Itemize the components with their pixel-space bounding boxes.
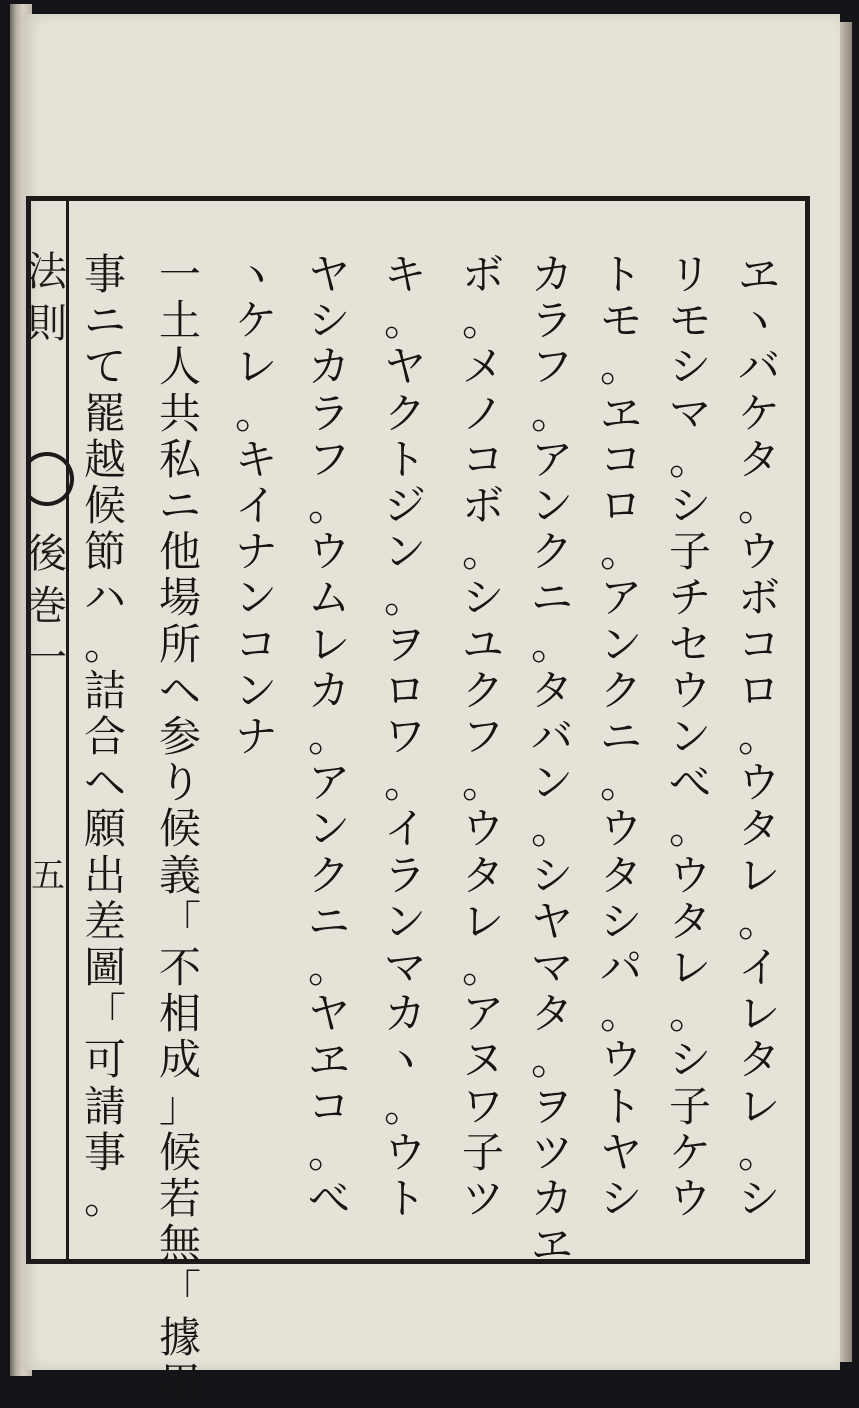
text-character: 人 — [158, 342, 201, 392]
text-character: 節 — [83, 527, 126, 577]
text-character: 場 — [158, 573, 201, 623]
text-character: レ — [668, 943, 711, 993]
text-character: ン — [668, 712, 711, 762]
text-character: 共 — [158, 388, 201, 438]
text-character: ン — [530, 758, 573, 808]
text-character: 圖 — [83, 943, 126, 993]
text-column — [529, 252, 575, 1268]
text-column — [306, 252, 352, 1222]
text-character: 。 — [530, 619, 573, 669]
text-column — [736, 252, 782, 1222]
text-character: レ — [737, 1081, 780, 1131]
text-character: パ — [599, 943, 642, 993]
text-character: 差 — [83, 896, 126, 946]
text-character: 義 — [158, 850, 201, 900]
text-character: ト — [383, 1174, 426, 1224]
text-character: シ — [668, 1035, 711, 1085]
text-character: 不 — [158, 943, 201, 993]
text-character: 。 — [668, 804, 711, 854]
text-character: シ — [530, 850, 573, 900]
text-character: 。 — [530, 388, 573, 438]
text-character: 参 — [158, 712, 201, 762]
page-number: 五 — [31, 856, 65, 896]
text-character: フ — [307, 434, 350, 484]
text-character: 子 — [461, 1127, 504, 1177]
text-column — [157, 252, 203, 1407]
text-character: ク — [383, 388, 426, 438]
text-character: フ — [461, 712, 504, 762]
text-character: ウ — [737, 758, 780, 808]
text-character: ヤ — [307, 989, 350, 1039]
text-character: ヽ — [234, 250, 277, 299]
text-character: 無 — [158, 1220, 201, 1270]
text-character: シ — [307, 296, 350, 346]
text-column — [233, 252, 279, 760]
text-character: 候 — [158, 804, 201, 854]
text-character: 。 — [307, 712, 350, 762]
text-character: ン — [383, 896, 426, 946]
text-character: ヱ — [599, 388, 642, 438]
text-character: 候 — [83, 481, 126, 531]
text-character: ヤ — [530, 896, 573, 946]
text-character: ニ — [158, 481, 201, 531]
text-character: ノ — [461, 388, 504, 438]
text-character: ヤ — [307, 250, 350, 299]
text-character: 一 — [158, 250, 201, 299]
text-character: セ — [668, 619, 711, 669]
text-character: ヱ — [737, 250, 780, 299]
text-character: ウ — [668, 665, 711, 715]
text-character: ウ — [307, 527, 350, 577]
text-character: シ — [461, 573, 504, 623]
text-character: ウ — [383, 1127, 426, 1177]
text-character: ケ — [668, 1127, 711, 1177]
text-character: 。 — [383, 758, 426, 808]
text-character: ロ — [383, 665, 426, 715]
text-character: タ — [530, 989, 573, 1039]
text-character: 他 — [158, 527, 201, 577]
text-character: 罷 — [83, 388, 126, 438]
text-character: ン — [307, 804, 350, 854]
text-character: ヽ — [383, 1035, 426, 1085]
text-character: マ — [383, 943, 426, 993]
text-character: カ — [530, 1174, 573, 1224]
text-character: ト — [599, 250, 642, 299]
text-character: 所 — [158, 619, 201, 669]
text-character: 用 — [158, 1358, 201, 1408]
text-character: ロ — [599, 481, 642, 531]
text-character: 。 — [530, 804, 573, 854]
text-character: ヱ — [307, 1035, 350, 1085]
text-column — [82, 252, 128, 1222]
text-column — [598, 252, 644, 1222]
text-character: ン — [599, 619, 642, 669]
text-character: 。 — [737, 481, 780, 531]
text-character: ン — [234, 573, 277, 623]
text-column — [460, 252, 506, 1222]
text-character: ヱ — [530, 1220, 573, 1270]
text-character: 「 — [158, 1266, 201, 1316]
text-character: 據 — [158, 1312, 201, 1362]
text-character: り — [158, 758, 201, 808]
text-character: シ — [599, 1174, 642, 1224]
text-character: ツ — [461, 1174, 504, 1224]
text-character: 。 — [461, 943, 504, 993]
text-character: コ — [599, 434, 642, 484]
text-character: 。 — [599, 527, 642, 577]
text-character: 。 — [461, 296, 504, 346]
text-character: ボ — [737, 573, 780, 623]
text-character: コ — [737, 619, 780, 669]
text-character: コ — [234, 619, 277, 669]
text-character: 可 — [83, 1035, 126, 1085]
text-character: 。 — [307, 943, 350, 993]
text-character: コ — [461, 434, 504, 484]
text-character: タ — [530, 665, 573, 715]
text-character: ジ — [383, 481, 426, 531]
text-character: べ — [668, 758, 711, 808]
text-character: ワ — [383, 712, 426, 762]
text-character: タ — [599, 850, 642, 900]
text-character: タ — [737, 804, 780, 854]
text-character: ク — [530, 527, 573, 577]
text-character: ン — [530, 481, 573, 531]
text-character: キ — [234, 434, 277, 484]
text-character: 。 — [307, 481, 350, 531]
gutter-divider-line — [66, 196, 69, 1264]
text-character: マ — [668, 388, 711, 438]
text-character: 。 — [83, 619, 126, 669]
text-character: 。 — [737, 1127, 780, 1177]
text-character: ナ — [234, 712, 277, 762]
text-character: イ — [234, 481, 277, 531]
title-character: 法 — [27, 249, 67, 295]
text-column — [667, 252, 713, 1222]
text-character: カ — [307, 342, 350, 392]
text-character: 。 — [383, 296, 426, 346]
text-character: カ — [307, 665, 350, 715]
text-character: て — [83, 342, 126, 392]
text-character: ム — [307, 573, 350, 623]
text-character: ボ — [461, 481, 504, 531]
text-character: モ — [668, 296, 711, 346]
text-character: バ — [530, 712, 573, 762]
text-character: コ — [307, 1081, 350, 1131]
gutter-title-top — [22, 246, 72, 350]
text-character: レ — [461, 896, 504, 946]
text-character: モ — [599, 296, 642, 346]
text-character: ン — [383, 527, 426, 577]
text-character: 子 — [668, 527, 711, 577]
text-character: シ — [668, 342, 711, 392]
text-character: 。 — [599, 758, 642, 808]
text-character: 。 — [668, 434, 711, 484]
text-character: 詰 — [83, 665, 126, 715]
text-character: ラ — [383, 850, 426, 900]
text-character: 越 — [83, 434, 126, 484]
text-character: ヌ — [461, 1035, 504, 1085]
text-character: 事 — [83, 1127, 126, 1177]
text-character: 。 — [599, 989, 642, 1039]
text-character: ア — [307, 758, 350, 808]
text-character: リ — [668, 250, 711, 299]
text-character: 相 — [158, 989, 201, 1039]
text-character: タ — [737, 434, 780, 484]
title-character: 後 — [27, 531, 67, 577]
text-character: 候 — [158, 1127, 201, 1177]
text-column — [382, 252, 428, 1222]
text-character: ヽ — [737, 296, 780, 346]
text-character: ラ — [307, 388, 350, 438]
text-character: ウ — [668, 850, 711, 900]
title-character: 巻 — [27, 583, 67, 629]
text-character: 出 — [83, 850, 126, 900]
text-character: ク — [461, 665, 504, 715]
text-character: ヘ — [158, 665, 201, 715]
text-character: ウ — [599, 1035, 642, 1085]
text-character: 。 — [599, 342, 642, 392]
text-character: 事 — [83, 250, 126, 299]
text-character: ニ — [83, 296, 126, 346]
text-character: ト — [383, 434, 426, 484]
text-character: ケ — [234, 296, 277, 346]
text-character: 「 — [83, 989, 126, 1039]
text-character: ラ — [530, 296, 573, 346]
text-character: ツ — [530, 1127, 573, 1177]
text-character: 。 — [668, 989, 711, 1039]
text-character: ハ — [83, 573, 126, 623]
text-character: ヲ — [530, 1081, 573, 1131]
text-character: マ — [530, 943, 573, 993]
text-character: ヤ — [383, 342, 426, 392]
text-character: 。 — [83, 1174, 126, 1224]
gutter-title-bottom — [22, 528, 72, 684]
title-character: 則 — [27, 301, 67, 347]
text-character: ク — [307, 850, 350, 900]
book-page-edge-right — [838, 22, 852, 1362]
text-character: べ — [307, 1174, 350, 1224]
text-character: 。 — [737, 712, 780, 762]
text-character: タ — [461, 850, 504, 900]
text-character: ト — [599, 1081, 642, 1131]
text-character: ウ — [668, 1174, 711, 1224]
text-character: 土 — [158, 296, 201, 346]
text-character: ボ — [461, 250, 504, 299]
title-character: 一 — [27, 635, 67, 681]
text-character: 成 — [158, 1035, 201, 1085]
text-character: カ — [383, 989, 426, 1039]
text-character: 」 — [158, 1081, 201, 1131]
text-character: ア — [530, 434, 573, 484]
text-character: ン — [234, 665, 277, 715]
text-character: ウ — [599, 804, 642, 854]
text-character: ユ — [461, 619, 504, 669]
text-character: 私 — [158, 434, 201, 484]
text-character: 。 — [383, 573, 426, 623]
text-character: ケ — [737, 388, 780, 438]
text-character: レ — [234, 342, 277, 392]
text-character: ウ — [737, 527, 780, 577]
text-character: 。 — [461, 527, 504, 577]
text-character: 。 — [530, 1035, 573, 1085]
text-character: タ — [668, 896, 711, 946]
text-character: フ — [530, 342, 573, 392]
text-character: 若 — [158, 1174, 201, 1224]
text-character: キ — [383, 250, 426, 299]
text-character: 。 — [307, 1127, 350, 1177]
section-circle-mark — [20, 452, 74, 506]
text-character: ク — [599, 665, 642, 715]
text-character: イ — [383, 804, 426, 854]
text-character: シ — [668, 481, 711, 531]
text-character: レ — [307, 619, 350, 669]
text-character: レ — [737, 989, 780, 1039]
text-character: チ — [668, 573, 711, 623]
text-character: ヤ — [599, 1127, 642, 1177]
text-character: ロ — [737, 665, 780, 715]
text-character: シ — [599, 896, 642, 946]
text-character: シ — [737, 1174, 780, 1224]
text-character: 。 — [737, 896, 780, 946]
text-character: ワ — [461, 1081, 504, 1131]
text-character: ニ — [530, 573, 573, 623]
text-character: ウ — [461, 804, 504, 854]
text-character: 請 — [83, 1081, 126, 1131]
text-character: カ — [530, 250, 573, 299]
text-character: 願 — [83, 804, 126, 854]
text-character: 子 — [668, 1081, 711, 1131]
text-character: ナ — [234, 527, 277, 577]
text-character: ニ — [599, 712, 642, 762]
text-character: 。 — [234, 388, 277, 438]
text-character: レ — [737, 850, 780, 900]
text-character: ニ — [307, 896, 350, 946]
text-character: タ — [737, 1035, 780, 1085]
text-character: ヘ — [83, 758, 126, 808]
text-character: ア — [461, 989, 504, 1039]
text-character: 合 — [83, 712, 126, 762]
text-character: バ — [737, 342, 780, 392]
text-character: メ — [461, 342, 504, 392]
text-character: ヲ — [383, 619, 426, 669]
text-character: 。 — [383, 1081, 426, 1131]
text-character: 「 — [158, 896, 201, 946]
text-character: ア — [599, 573, 642, 623]
text-character: イ — [737, 943, 780, 993]
text-character: 。 — [461, 758, 504, 808]
